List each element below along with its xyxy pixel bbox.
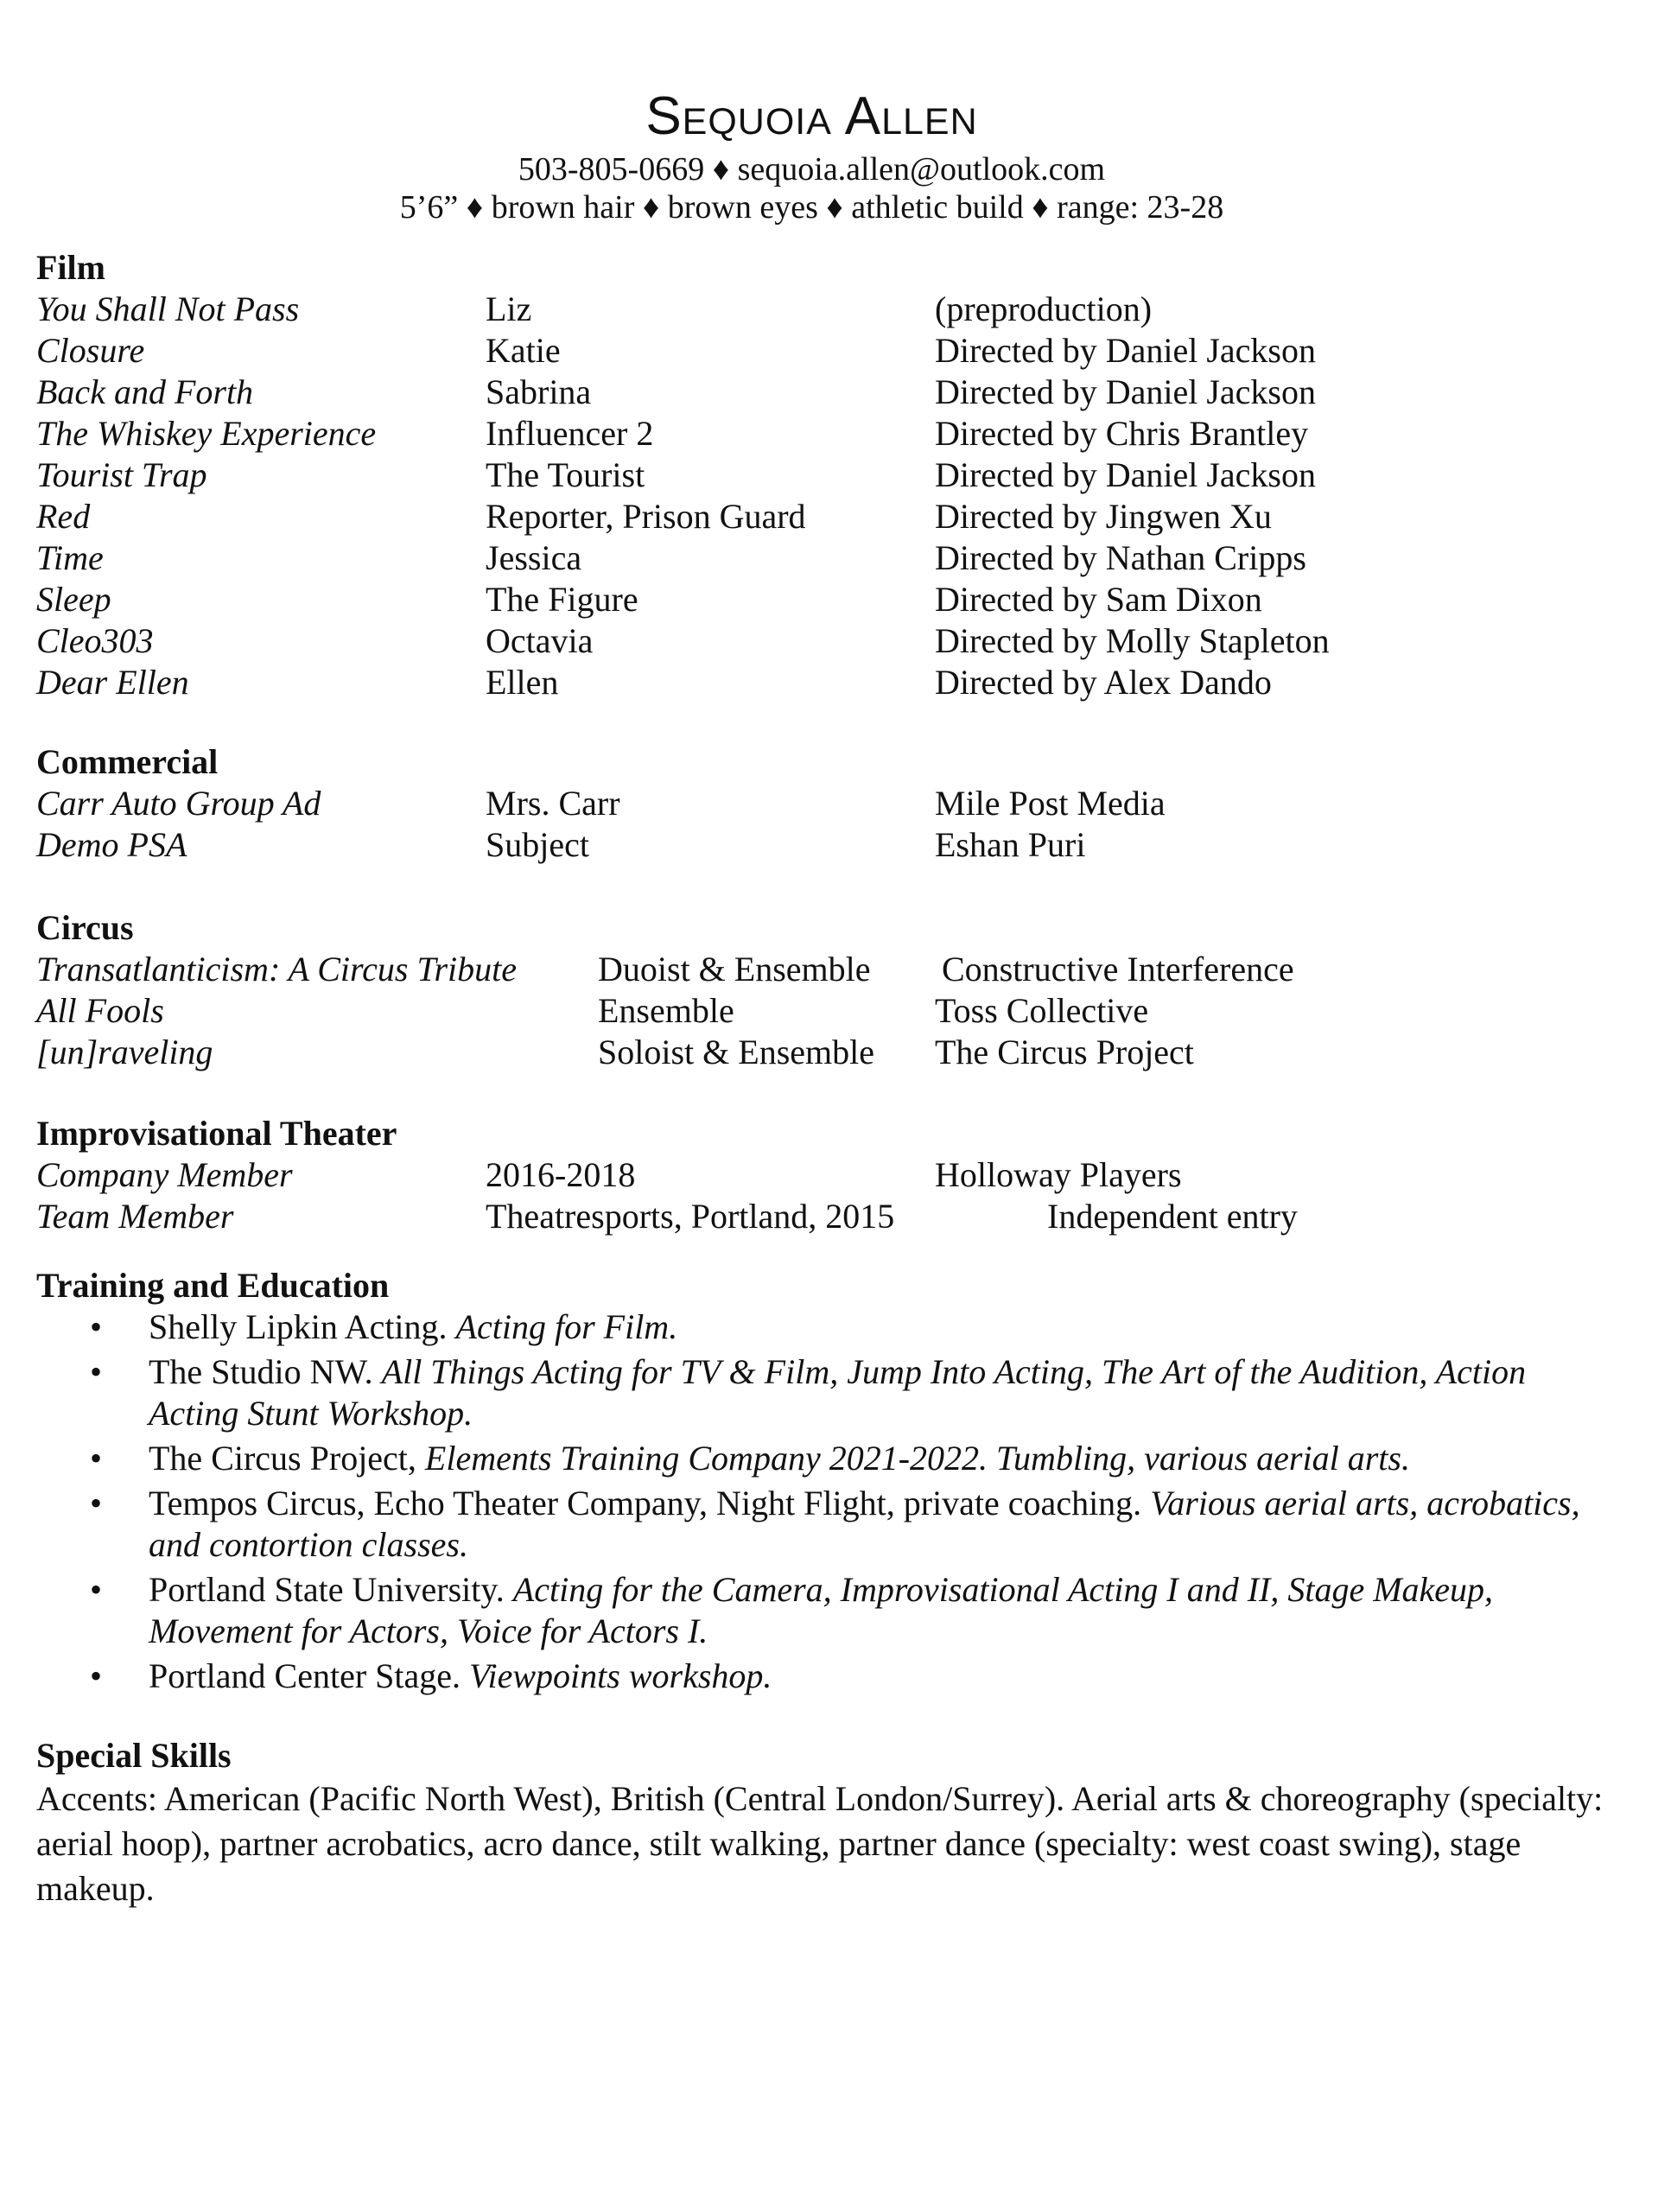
section-heading-training: Training and Education xyxy=(36,1266,390,1305)
training-item xyxy=(36,1351,1600,1434)
section-heading-commercial: Commercial xyxy=(36,742,219,781)
training-courses: Various aerial arts, acrobatics, and contortion classes. xyxy=(149,1484,1580,1564)
training-institution: Portland State University. xyxy=(149,1570,513,1609)
credit-title: Carr Auto Group Ad xyxy=(36,784,321,823)
credit-role: Jessica xyxy=(486,538,582,577)
credit-detail: Mile Post Media xyxy=(935,784,1166,823)
bullet-icon: • xyxy=(90,1570,103,1609)
skills-section xyxy=(36,1735,1626,1911)
actor-name: Sequoia Allen xyxy=(645,86,978,146)
training-item xyxy=(36,1483,1600,1566)
improv-credits xyxy=(36,1154,1626,1237)
credit-detail: Constructive Interference xyxy=(942,950,1294,988)
credit-role: Liz xyxy=(486,289,532,328)
credit-title: All Fools xyxy=(36,991,164,1030)
credit-role: Ellen xyxy=(486,663,559,702)
training-courses: Acting for the Camera, Improvisational Acting I and II, Stage Makeup, Movement for Actors, Voice for Actors I. xyxy=(149,1570,1494,1650)
credit-title: Closure xyxy=(36,331,145,370)
credit-role: Theatresports, Portland, 2015 xyxy=(486,1197,895,1236)
bullet-icon: • xyxy=(90,1656,103,1695)
training-item xyxy=(36,1569,1600,1652)
credit-detail: Eshan Puri xyxy=(935,825,1086,864)
training-courses: Acting for Film. xyxy=(455,1307,678,1346)
circus-credits xyxy=(36,949,1626,1073)
improv-section xyxy=(36,1113,1626,1237)
training-institution: Shelly Lipkin Acting. xyxy=(149,1307,456,1346)
credit-row xyxy=(36,1154,1626,1196)
skills-text: Accents: American (Pacific North West), British (Central London/Surrey). Aerial arts & choreography (specialty: aerial hoop), partner acrobatics, acro dance, stilt walking, partner dance (specialty: west coast swing), stage makeup. xyxy=(36,1779,1604,1908)
credit-detail: Toss Collective xyxy=(935,991,1149,1030)
credit-detail: Directed by Daniel Jackson xyxy=(935,331,1316,370)
credit-detail: Directed by Alex Dando xyxy=(935,663,1272,702)
credit-title: [un]raveling xyxy=(36,1033,213,1071)
credit-title: Company Member xyxy=(36,1155,293,1194)
credit-title: Sleep xyxy=(36,580,111,619)
credit-detail: Directed by Nathan Cripps xyxy=(935,538,1306,577)
credit-title: Dear Ellen xyxy=(36,663,189,702)
credit-role: Ensemble xyxy=(598,991,734,1030)
section-heading-skills: Special Skills xyxy=(36,1736,232,1775)
film-section xyxy=(36,247,1626,703)
credit-row xyxy=(36,783,1626,824)
credit-title: Demo PSA xyxy=(36,825,187,864)
credit-row xyxy=(36,496,1626,537)
section-heading-improv: Improvisational Theater xyxy=(36,1114,397,1153)
credit-role: Soloist & Ensemble xyxy=(598,1033,874,1071)
credit-row xyxy=(36,990,1626,1032)
credit-role: The Figure xyxy=(486,580,638,619)
credit-row xyxy=(36,662,1626,703)
credit-role: Subject xyxy=(486,825,589,864)
bullet-icon: • xyxy=(90,1307,103,1346)
commercial-section xyxy=(36,741,1626,866)
credit-title: Team Member xyxy=(36,1197,234,1236)
credit-row xyxy=(36,454,1626,496)
credit-detail: Directed by Jingwen Xu xyxy=(935,497,1272,536)
credit-title: The Whiskey Experience xyxy=(36,414,377,453)
credit-title: Cleo303 xyxy=(36,621,154,660)
credit-row xyxy=(36,1032,1626,1073)
credit-detail: Holloway Players xyxy=(935,1155,1182,1194)
training-item xyxy=(36,1306,1600,1348)
credit-title: Time xyxy=(36,538,104,577)
credit-row xyxy=(36,824,1626,866)
training-courses: Viewpoints workshop. xyxy=(469,1656,772,1695)
credit-row xyxy=(36,372,1626,413)
bullet-icon: • xyxy=(90,1352,103,1391)
training-institution: Portland Center Stage. xyxy=(149,1656,470,1695)
film-credits xyxy=(36,289,1626,703)
physical-stats-line: 5’6” ♦ brown hair ♦ brown eyes ♦ athletic build ♦ range: 23-28 xyxy=(399,189,1224,226)
bullet-icon: • xyxy=(90,1439,103,1478)
credit-title: Tourist Trap xyxy=(36,455,207,494)
credit-detail: (preproduction) xyxy=(935,289,1153,328)
credit-row xyxy=(36,620,1626,662)
training-institution: The Circus Project, xyxy=(149,1439,425,1478)
credit-row xyxy=(36,1196,1626,1237)
credit-title: Back and Forth xyxy=(36,372,254,411)
credit-role: Reporter, Prison Guard xyxy=(486,497,806,536)
section-heading-circus: Circus xyxy=(36,908,134,947)
credit-detail: Directed by Molly Stapleton xyxy=(935,621,1330,660)
credit-row xyxy=(36,537,1626,579)
training-list xyxy=(36,1306,1626,1697)
credit-detail: The Circus Project xyxy=(935,1033,1194,1071)
training-courses: Elements Training Company 2021-2022. Tumbling, various aerial arts. xyxy=(424,1439,1410,1478)
credit-role: Sabrina xyxy=(486,372,592,411)
credit-row xyxy=(36,579,1626,620)
credit-row xyxy=(36,330,1626,372)
credit-detail: Directed by Daniel Jackson xyxy=(935,372,1316,411)
credit-role: Influencer 2 xyxy=(486,414,654,453)
training-institution: The Studio NW. xyxy=(149,1352,382,1391)
credit-detail: Independent entry xyxy=(1047,1197,1298,1236)
credit-row xyxy=(36,289,1626,330)
credit-role: Katie xyxy=(486,331,561,370)
circus-section xyxy=(36,907,1626,1073)
credit-title: Red xyxy=(36,497,91,536)
training-item xyxy=(36,1438,1600,1479)
credit-row xyxy=(36,413,1626,454)
credit-detail: Directed by Daniel Jackson xyxy=(935,455,1316,494)
bullet-icon: • xyxy=(90,1484,103,1522)
credit-row xyxy=(36,949,1626,990)
credit-role: The Tourist xyxy=(486,455,645,494)
resume-header xyxy=(0,83,1658,226)
contact-line: 503-805-0669 ♦ sequoia.allen@outlook.com xyxy=(518,151,1106,188)
credit-title: Transatlanticism: A Circus Tribute xyxy=(36,950,518,988)
commercial-credits xyxy=(36,783,1626,866)
credit-detail: Directed by Sam Dixon xyxy=(935,580,1262,619)
credit-detail: Directed by Chris Brantley xyxy=(935,414,1309,453)
credit-title: You Shall Not Pass xyxy=(36,289,300,328)
credit-role: Mrs. Carr xyxy=(486,784,620,823)
training-institution: Tempos Circus, Echo Theater Company, Night Flight, private coaching. xyxy=(149,1484,1151,1522)
training-section xyxy=(36,1265,1626,1700)
section-heading-film: Film xyxy=(36,248,105,287)
credit-role: 2016-2018 xyxy=(486,1155,636,1194)
training-item xyxy=(36,1656,1600,1697)
credit-role: Duoist & Ensemble xyxy=(598,950,871,988)
training-courses: All Things Acting for TV & Film, Jump Into Acting, The Art of the Audition, Action Acting Stunt Workshop. xyxy=(149,1352,1527,1433)
credit-role: Octavia xyxy=(486,621,594,660)
